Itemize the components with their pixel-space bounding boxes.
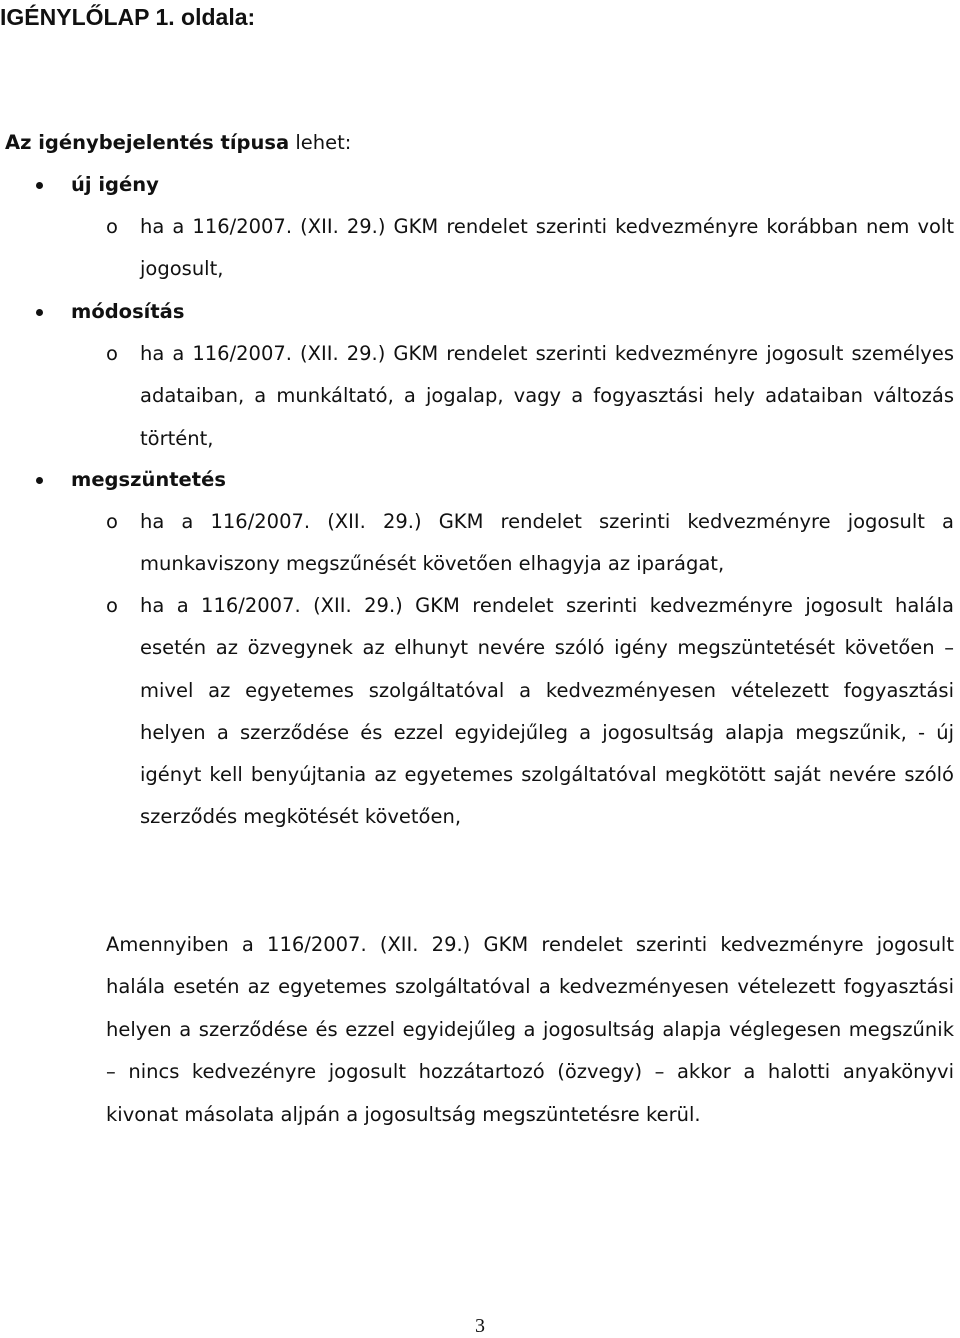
sub-item-death-of-entitled: ha a 116/2007. (XII. 29.) GKM rendelet szerinti kedvezményre jogosult halála esetén az özvegynek az elhunyt nevére szóló igény megszüntetését követően – mivel az egyetemes szolgáltatóval a kedvezményesen vételezett fogyasztási helyen a szerződése és ezzel egyidejűleg a jogosultság alapja megszűnik, - új igényt kell benyújtania az egyetemes szolgáltatóval megkötött saját nevére szóló szerződés megkötését követően, bbox=[140, 594, 954, 829]
sub-item-leaving-industry: ha a 116/2007. (XII. 29.) GKM rendelet szerinti kedvezményre jogosult a munkaviszony megszűnését követően elhagyja az iparágat, bbox=[140, 510, 954, 576]
closing-paragraph: Amennyiben a 116/2007. (XII. 29.) GKM rendelet szerinti kedvezményre jogosult halála esetén az egyetemes szolgáltatóval a kedvezményesen vételezett fogyasztási helyen a szerződése és ezzel egyidejűleg a jogosultság alapja véglegesen megszűnik – nincs kedvezényre jogosult hozzátartozó (özvegy) – akkor a halotti anyakönyvi kivonat másolata aljpán a jogosultság megszüntetésre kerül. bbox=[106, 933, 954, 1126]
sub-item-marker: o bbox=[106, 215, 118, 238]
sub-item-marker: o bbox=[106, 342, 118, 365]
bullet-label-termination: megszüntetés bbox=[71, 468, 226, 491]
request-type-intro bbox=[5, 128, 351, 158]
bullet-label-modification: módosítás bbox=[71, 300, 185, 323]
sub-item-new-request: ha a 116/2007. (XII. 29.) GKM rendelet szerinti kedvezményre korábban nem volt jogosult, bbox=[140, 215, 954, 281]
bullet-icon bbox=[36, 309, 43, 316]
request-type-suffix: lehet: bbox=[289, 131, 352, 154]
sub-item-modification: ha a 116/2007. (XII. 29.) GKM rendelet szerinti kedvezményre jogosult személyes adataiban, a munkáltató, a jogalap, vagy a fogyasztási hely adataiban változás történt, bbox=[140, 342, 954, 450]
bullet-icon bbox=[36, 477, 43, 484]
bullet-icon bbox=[36, 182, 43, 189]
request-type-heading: Az igénybejelentés típusa bbox=[5, 131, 290, 154]
page-number: 3 bbox=[475, 1315, 485, 1337]
sub-item-marker: o bbox=[106, 510, 118, 533]
page-title: IGÉNYLŐLAP 1. oldala: bbox=[0, 4, 256, 30]
sub-item-marker: o bbox=[106, 594, 118, 617]
bullet-label-new-request: új igény bbox=[71, 173, 159, 196]
